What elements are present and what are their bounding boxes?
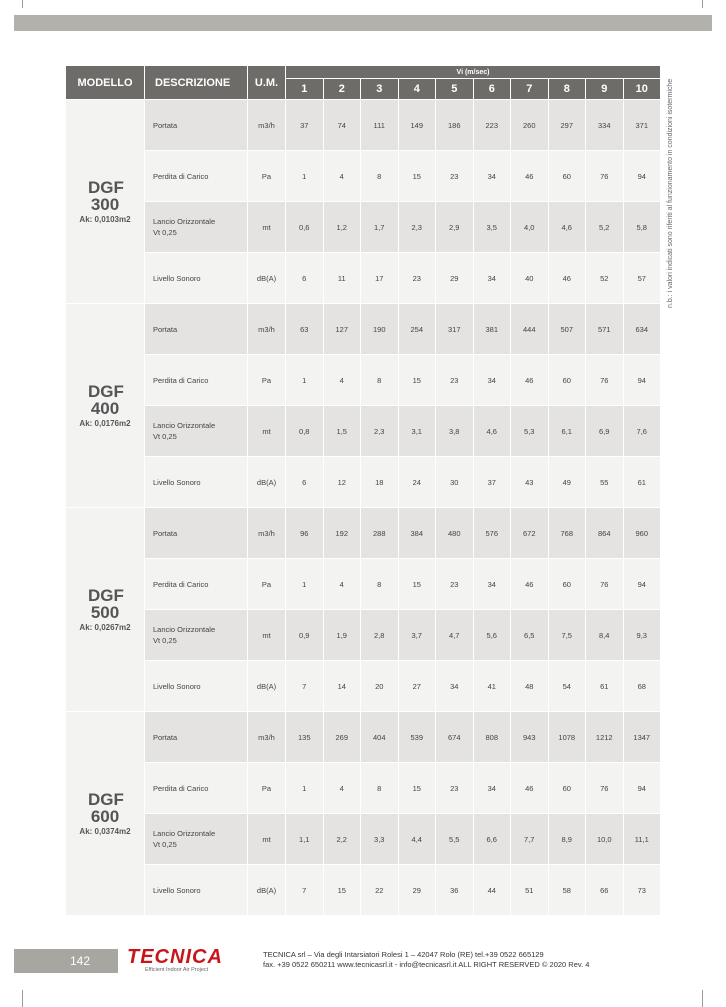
value-cell: 7,5 (549, 610, 587, 661)
value-cell: 8,4 (586, 610, 624, 661)
value-cell: 6 (286, 253, 324, 304)
value-cell: 60 (549, 763, 587, 814)
value-cell: 96 (286, 508, 324, 559)
value-cell: 1,2 (324, 202, 362, 253)
value-cell: 4 (324, 763, 362, 814)
table-row (66, 253, 661, 304)
header-vi: Vi (m/sec) (286, 66, 661, 79)
value-cell: 5,8 (624, 202, 662, 253)
page-number-box (14, 949, 118, 973)
row-unit: m3/h (248, 100, 286, 151)
row-unit: Pa (248, 559, 286, 610)
header-speed: 3 (361, 79, 399, 100)
row-unit: dB(A) (248, 865, 286, 916)
value-cell: 46 (549, 253, 587, 304)
value-cell: 1,1 (286, 814, 324, 865)
value-cell: 60 (549, 559, 587, 610)
value-cell: 51 (511, 865, 549, 916)
row-description: Lancio Orizzontale Vt 0,25 (145, 406, 248, 457)
header-speed: 7 (511, 79, 549, 100)
value-cell: 4,6 (549, 202, 587, 253)
header-speed: 5 (436, 79, 474, 100)
table-row (66, 304, 661, 355)
value-cell: 29 (436, 253, 474, 304)
row-description: Perdita di Carico (145, 763, 248, 814)
value-cell: 34 (474, 151, 512, 202)
value-cell: 768 (549, 508, 587, 559)
value-cell: 960 (624, 508, 662, 559)
value-cell: 674 (436, 712, 474, 763)
row-unit: mt (248, 814, 286, 865)
row-description: Lancio Orizzontale Vt 0,25 (145, 814, 248, 865)
value-cell: 864 (586, 508, 624, 559)
value-cell: 5,5 (436, 814, 474, 865)
value-cell: 46 (511, 151, 549, 202)
row-description: Lancio Orizzontale Vt 0,25 (145, 610, 248, 661)
value-cell: 571 (586, 304, 624, 355)
row-description: Portata (145, 100, 248, 151)
row-description: Portata (145, 304, 248, 355)
value-cell: 808 (474, 712, 512, 763)
value-cell: 68 (624, 661, 662, 712)
value-cell: 127 (324, 304, 362, 355)
value-cell: 1,9 (324, 610, 362, 661)
model-name: DGF 600 (88, 790, 124, 826)
table-row (66, 559, 661, 610)
value-cell: 76 (586, 559, 624, 610)
crop-mark (22, 0, 23, 8)
table-row (66, 814, 661, 865)
table-row (66, 712, 661, 763)
row-description: Livello Sonoro (145, 661, 248, 712)
value-cell: 3,7 (399, 610, 437, 661)
value-cell: 381 (474, 304, 512, 355)
row-unit: Pa (248, 151, 286, 202)
value-cell: 5,3 (511, 406, 549, 457)
value-cell: 37 (474, 457, 512, 508)
value-cell: 10,0 (586, 814, 624, 865)
model-cell (66, 712, 145, 916)
value-cell: 34 (474, 355, 512, 406)
value-cell: 634 (624, 304, 662, 355)
value-cell: 5,6 (474, 610, 512, 661)
value-cell: 4,6 (474, 406, 512, 457)
value-cell: 0,9 (286, 610, 324, 661)
value-cell: 46 (511, 559, 549, 610)
value-cell: 94 (624, 355, 662, 406)
value-cell: 15 (324, 865, 362, 916)
value-cell: 76 (586, 355, 624, 406)
value-cell: 4 (324, 355, 362, 406)
value-cell: 288 (361, 508, 399, 559)
row-description: Livello Sonoro (145, 253, 248, 304)
header-descrizione: DESCRIZIONE (145, 66, 248, 100)
row-unit: dB(A) (248, 457, 286, 508)
value-cell: 55 (586, 457, 624, 508)
header-modello: MODELLO (66, 66, 145, 100)
value-cell: 3,8 (436, 406, 474, 457)
value-cell: 2,3 (361, 406, 399, 457)
value-cell: 15 (399, 151, 437, 202)
value-cell: 2,9 (436, 202, 474, 253)
value-cell: 1 (286, 559, 324, 610)
row-description: Perdita di Carico (145, 559, 248, 610)
row-unit: m3/h (248, 712, 286, 763)
row-description: Portata (145, 712, 248, 763)
value-cell: 29 (399, 865, 437, 916)
value-cell: 5,2 (586, 202, 624, 253)
value-cell: 539 (399, 712, 437, 763)
value-cell: 1347 (624, 712, 662, 763)
model-name: DGF 300 (88, 178, 124, 214)
table-row (66, 865, 661, 916)
value-cell: 1 (286, 151, 324, 202)
value-cell: 12 (324, 457, 362, 508)
value-cell: 6 (286, 457, 324, 508)
value-cell: 15 (399, 355, 437, 406)
value-cell: 2,2 (324, 814, 362, 865)
crop-mark (702, 0, 703, 8)
value-cell: 0,8 (286, 406, 324, 457)
table-row (66, 763, 661, 814)
table-row (66, 355, 661, 406)
value-cell: 41 (474, 661, 512, 712)
value-cell: 254 (399, 304, 437, 355)
top-bar (14, 15, 712, 31)
value-cell: 9,3 (624, 610, 662, 661)
value-cell: 6,1 (549, 406, 587, 457)
value-cell: 37 (286, 100, 324, 151)
value-cell: 1,7 (361, 202, 399, 253)
value-cell: 60 (549, 151, 587, 202)
value-cell: 1212 (586, 712, 624, 763)
model-ak: Ak: 0,0267m2 (79, 623, 131, 632)
crop-mark (702, 990, 703, 1007)
value-cell: 480 (436, 508, 474, 559)
value-cell: 23 (436, 763, 474, 814)
row-unit: m3/h (248, 304, 286, 355)
value-cell: 15 (399, 559, 437, 610)
row-unit: m3/h (248, 508, 286, 559)
value-cell: 6,6 (474, 814, 512, 865)
value-cell: 7 (286, 661, 324, 712)
value-cell: 23 (436, 151, 474, 202)
value-cell: 60 (549, 355, 587, 406)
value-cell: 943 (511, 712, 549, 763)
value-cell: 44 (474, 865, 512, 916)
value-cell: 23 (436, 559, 474, 610)
value-cell: 14 (324, 661, 362, 712)
value-cell: 317 (436, 304, 474, 355)
header-speed: 1 (286, 79, 324, 100)
model-cell (66, 508, 145, 712)
model-ak: Ak: 0,0103m2 (79, 215, 131, 224)
value-cell: 34 (436, 661, 474, 712)
value-cell: 4,0 (511, 202, 549, 253)
value-cell: 3,5 (474, 202, 512, 253)
header-speed: 8 (549, 79, 587, 100)
value-cell: 1,5 (324, 406, 362, 457)
value-cell: 6,9 (586, 406, 624, 457)
value-cell: 4 (324, 559, 362, 610)
value-cell: 8 (361, 559, 399, 610)
address-line-1: TECNICA srl – Via degli Intarsiatori Rolesi 1 – 42047 Rolo (RE) tel.+39 0522 665129 (263, 950, 544, 959)
table-row (66, 457, 661, 508)
table-row (66, 151, 661, 202)
value-cell: 1 (286, 355, 324, 406)
value-cell: 3,3 (361, 814, 399, 865)
value-cell: 36 (436, 865, 474, 916)
value-cell: 66 (586, 865, 624, 916)
value-cell: 7 (286, 865, 324, 916)
value-cell: 30 (436, 457, 474, 508)
value-cell: 0,6 (286, 202, 324, 253)
row-description: Livello Sonoro (145, 865, 248, 916)
value-cell: 94 (624, 559, 662, 610)
value-cell: 52 (586, 253, 624, 304)
value-cell: 94 (624, 763, 662, 814)
row-unit: dB(A) (248, 661, 286, 712)
isothermal-note: n.b.: i valori indicati sono riferiti al funzionamento in condizioni isotermiche (667, 78, 674, 308)
value-cell: 8 (361, 151, 399, 202)
value-cell: 49 (549, 457, 587, 508)
header-speed: 10 (624, 79, 662, 100)
value-cell: 4,7 (436, 610, 474, 661)
value-cell: 15 (399, 763, 437, 814)
table-row (66, 610, 661, 661)
table-row (66, 661, 661, 712)
value-cell: 384 (399, 508, 437, 559)
value-cell: 223 (474, 100, 512, 151)
value-cell: 11 (324, 253, 362, 304)
value-cell: 46 (511, 355, 549, 406)
row-unit: mt (248, 610, 286, 661)
row-description: Portata (145, 508, 248, 559)
value-cell: 34 (474, 559, 512, 610)
header-speed: 9 (586, 79, 624, 100)
header-speed: 2 (324, 79, 362, 100)
value-cell: 260 (511, 100, 549, 151)
table-row (66, 508, 661, 559)
value-cell: 334 (586, 100, 624, 151)
crop-mark (22, 990, 23, 1007)
model-name: DGF 500 (88, 586, 124, 622)
value-cell: 76 (586, 151, 624, 202)
table-row (66, 100, 661, 151)
company-address (263, 950, 589, 970)
value-cell: 1 (286, 763, 324, 814)
value-cell: 27 (399, 661, 437, 712)
table-row (66, 406, 661, 457)
row-description: Lancio Orizzontale Vt 0,25 (145, 202, 248, 253)
value-cell: 22 (361, 865, 399, 916)
row-description: Perdita di Carico (145, 151, 248, 202)
table-row (66, 202, 661, 253)
value-cell: 18 (361, 457, 399, 508)
tecnica-logo: TECNICA (127, 946, 223, 968)
value-cell: 507 (549, 304, 587, 355)
row-unit: Pa (248, 355, 286, 406)
value-cell: 43 (511, 457, 549, 508)
value-cell: 576 (474, 508, 512, 559)
header-speed: 6 (474, 79, 512, 100)
value-cell: 7,6 (624, 406, 662, 457)
value-cell: 11,1 (624, 814, 662, 865)
value-cell: 8,9 (549, 814, 587, 865)
value-cell: 61 (586, 661, 624, 712)
value-cell: 190 (361, 304, 399, 355)
value-cell: 24 (399, 457, 437, 508)
value-cell: 3,1 (399, 406, 437, 457)
value-cell: 4 (324, 151, 362, 202)
value-cell: 58 (549, 865, 587, 916)
header-um: U.M. (248, 66, 286, 100)
value-cell: 135 (286, 712, 324, 763)
value-cell: 8 (361, 763, 399, 814)
value-cell: 2,8 (361, 610, 399, 661)
logo-tagline: Efficient Indoor Air Project (145, 967, 209, 973)
value-cell: 404 (361, 712, 399, 763)
value-cell: 111 (361, 100, 399, 151)
page-number: 142 (70, 954, 91, 968)
address-line-2: fax. +39 0522 650211 www.tecnicasrl.it - info@tecnicasrl.it ALL RIGHT RESERVED © 2020 Rev. 4 (263, 960, 590, 969)
row-unit: Pa (248, 763, 286, 814)
value-cell: 17 (361, 253, 399, 304)
value-cell: 23 (399, 253, 437, 304)
value-cell: 8 (361, 355, 399, 406)
value-cell: 61 (624, 457, 662, 508)
model-ak: Ak: 0,0176m2 (79, 419, 131, 428)
row-unit: mt (248, 202, 286, 253)
value-cell: 40 (511, 253, 549, 304)
value-cell: 34 (474, 763, 512, 814)
value-cell: 186 (436, 100, 474, 151)
value-cell: 94 (624, 151, 662, 202)
value-cell: 54 (549, 661, 587, 712)
value-cell: 371 (624, 100, 662, 151)
value-cell: 672 (511, 508, 549, 559)
value-cell: 444 (511, 304, 549, 355)
value-cell: 149 (399, 100, 437, 151)
value-cell: 192 (324, 508, 362, 559)
value-cell: 2,3 (399, 202, 437, 253)
value-cell: 73 (624, 865, 662, 916)
performance-table (66, 66, 661, 916)
value-cell: 4,4 (399, 814, 437, 865)
row-description: Livello Sonoro (145, 457, 248, 508)
model-name: DGF 400 (88, 382, 124, 418)
model-cell (66, 100, 145, 304)
value-cell: 7,7 (511, 814, 549, 865)
row-description: Perdita di Carico (145, 355, 248, 406)
value-cell: 63 (286, 304, 324, 355)
value-cell: 48 (511, 661, 549, 712)
value-cell: 6,5 (511, 610, 549, 661)
value-cell: 20 (361, 661, 399, 712)
row-unit: dB(A) (248, 253, 286, 304)
model-ak: Ak: 0,0374m2 (79, 827, 131, 836)
value-cell: 34 (474, 253, 512, 304)
value-cell: 297 (549, 100, 587, 151)
value-cell: 269 (324, 712, 362, 763)
model-cell (66, 304, 145, 508)
header-speed: 4 (399, 79, 437, 100)
value-cell: 23 (436, 355, 474, 406)
value-cell: 74 (324, 100, 362, 151)
value-cell: 57 (624, 253, 662, 304)
value-cell: 1078 (549, 712, 587, 763)
value-cell: 76 (586, 763, 624, 814)
row-unit: mt (248, 406, 286, 457)
value-cell: 46 (511, 763, 549, 814)
